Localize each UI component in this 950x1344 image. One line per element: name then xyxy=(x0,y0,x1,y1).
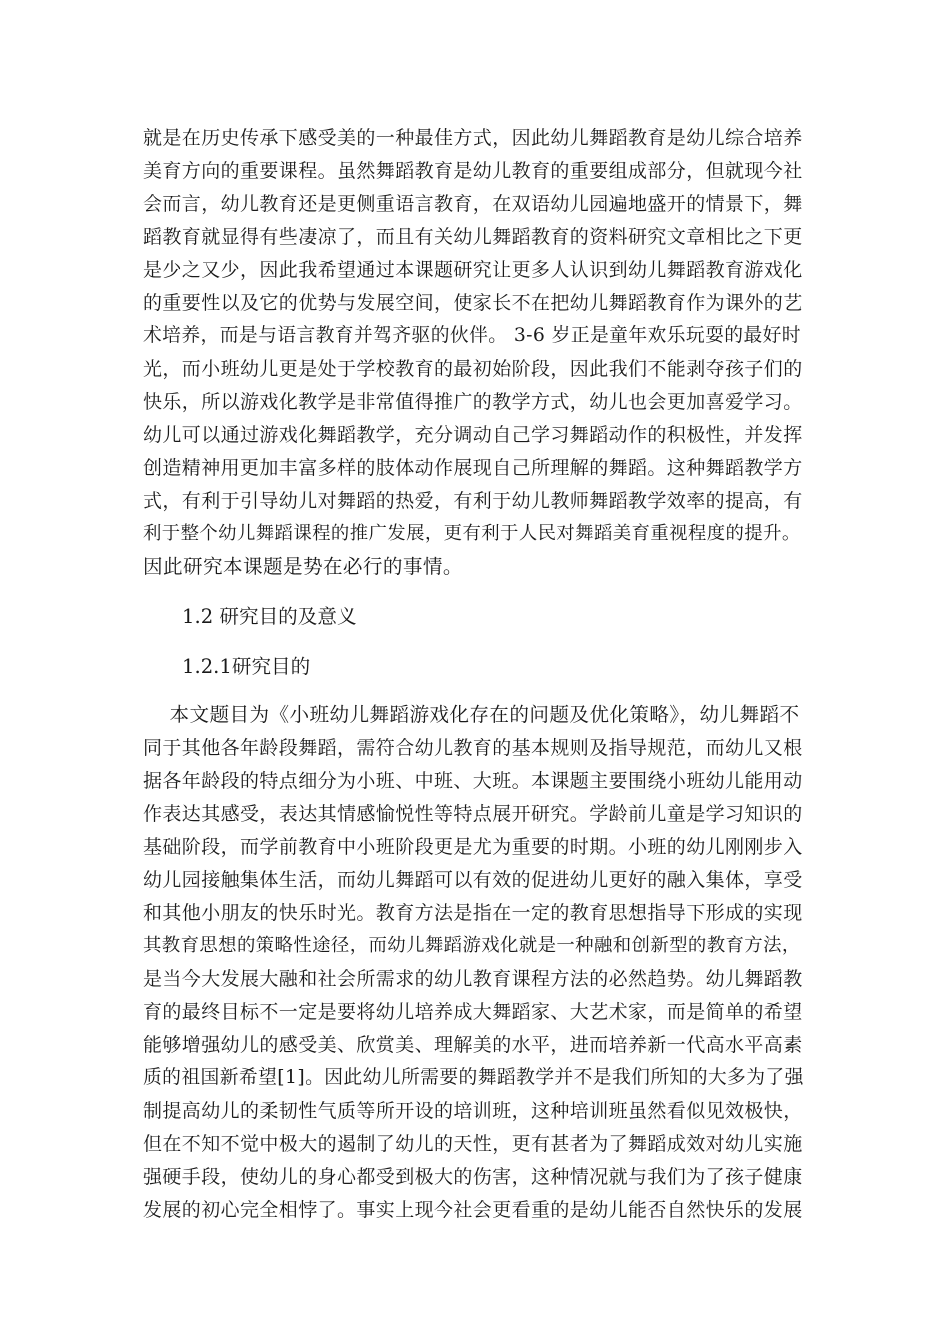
text-line: 的重要性以及它的优势与发展空间，使家长不在把幼儿舞蹈教育作为课外的艺 xyxy=(143,292,803,314)
text-line: 和其他小朋友的快乐时光。教育方法是指在一定的教育思想指导下形成的实现 xyxy=(143,902,803,924)
text-line: 幼儿可以通过游戏化舞蹈教学，充分调动自己学习舞蹈动作的积极性，并发挥 xyxy=(143,424,803,446)
text-line: 发展的初心完全相悖了。事实上现今社会更看重的是幼儿能否自然快乐的发展 xyxy=(143,1199,803,1221)
text-line: 术培养，而是与语言教育并驾齐驱的伙伴。 3-6 岁正是童年欢乐玩耍的最好时 xyxy=(143,325,801,346)
text-line: 式，有利于引导幼儿对舞蹈的热爱，有利于幼儿教师舞蹈教学效率的提高，有 xyxy=(143,490,803,512)
text-line: 同于其他各年龄段舞蹈，需符合幼儿教育的基本规则及指导规范，而幼儿又根 xyxy=(143,737,803,759)
text-line: 会而言，幼儿教育还是更侧重语言教育，在双语幼儿园遍地盛开的情景下，舞 xyxy=(143,193,803,215)
text-line: 美育方向的重要课程。虽然舞蹈教育是幼儿教育的重要组成部分，但就现今社 xyxy=(143,160,803,182)
section-heading-1-2: 1.2 研究目的及意义 xyxy=(182,605,357,628)
text-line: 质的祖国新希望[1]。因此幼儿所需要的舞蹈教学并不是我们所知的大多为了强 xyxy=(143,1067,804,1088)
text-line: 就是在历史传承下感受美的一种最佳方式，因此幼儿舞蹈教育是幼儿综合培养 xyxy=(143,127,803,149)
text-line: 利于整个幼儿舞蹈课程的推广发展，更有利于人民对舞蹈美育重视程度的提升。 xyxy=(143,523,801,544)
text-line: 是少之又少，因此我希望通过本课题研究让更多人认识到幼儿舞蹈教育游戏化 xyxy=(143,259,803,281)
text-line: 其教育思想的策略性途径，而幼儿舞蹈游戏化就是一种融和创新型的教育方法， xyxy=(143,935,801,956)
text-line: 育的最终目标不一定是要将幼儿培养成大舞蹈家、大艺术家，而是简单的希望 xyxy=(143,1001,803,1023)
text-line: 因此研究本课题是势在必行的事情。 xyxy=(143,555,463,578)
text-line: 幼儿园接触集体生活，而幼儿舞蹈可以有效的促进幼儿更好的融入集体，享受 xyxy=(143,869,803,891)
text-line: 制提高幼儿的柔韧性气质等所开设的培训班，这种培训班虽然看似见效极快， xyxy=(143,1100,803,1122)
text-line: 据各年龄段的特点细分为小班、中班、大班。本课题主要围绕小班幼儿能用动 xyxy=(143,770,803,792)
text-line: 光，而小班幼儿更是处于学校教育的最初始阶段，因此我们不能剥夺孩子们的 xyxy=(143,358,803,380)
text-line: 作表达其感受，表达其情感愉悦性等特点展开研究。学龄前儿童是学习知识的 xyxy=(143,803,803,825)
subsection-heading-1-2-1: 1.2.1研究目的 xyxy=(182,655,311,678)
text-line: 能够增强幼儿的感受美、欣赏美、理解美的水平，进而培养新一代高水平高素 xyxy=(143,1034,803,1056)
text-line: 强硬手段，使幼儿的身心都受到极大的伤害，这种情况就与我们为了孩子健康 xyxy=(143,1166,803,1188)
text-line: 但在不知不觉中极大的遏制了幼儿的天性，更有甚者为了舞蹈成效对幼儿实施 xyxy=(143,1133,803,1155)
text-line: 快乐，所以游戏化教学是非常值得推广的教学方式，幼儿也会更加喜爱学习。 xyxy=(143,391,803,413)
text-line: 基础阶段，而学前教育中小班阶段更是尤为重要的时期。小班的幼儿刚刚步入 xyxy=(143,836,803,858)
text-line: 蹈教育就显得有些凄凉了，而且有关幼儿舞蹈教育的资料研究文章相比之下更 xyxy=(143,226,803,248)
text-line: 创造精神用更加丰富多样的肢体动作展现自己所理解的舞蹈。这种舞蹈教学方 xyxy=(143,457,803,479)
text-line: 本文题目为《小班幼儿舞蹈游戏化存在的问题及优化策略》，幼儿舞蹈不 xyxy=(143,703,800,726)
text-line: 是当今大发展大融和社会所需求的幼儿教育课程方法的必然趋势。幼儿舞蹈教 xyxy=(143,968,803,990)
